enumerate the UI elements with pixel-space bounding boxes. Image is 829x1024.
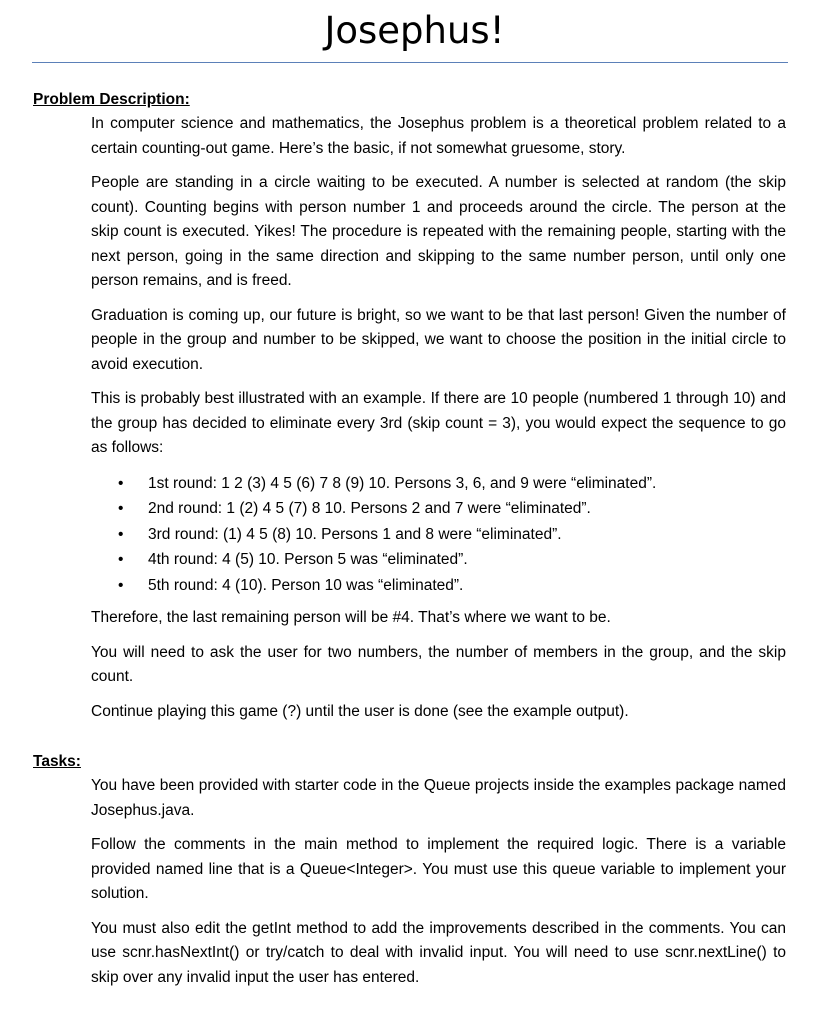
tasks-paragraph: Follow the comments in the main method to implement the required logic. There is a variable provided named line that is a Queue<Integer>. You must use this queue variable to implement your solution. [91, 836, 786, 902]
problem-description-section [91, 112, 786, 724]
bullet-icon: • [118, 525, 124, 543]
document-title: Josephus! [324, 9, 505, 52]
bullet-icon: • [118, 576, 124, 594]
problem-paragraph: You will need to ask the user for two numbers, the number of members in the group, and the skip count. [91, 643, 786, 685]
rounds-list [91, 471, 786, 599]
tasks-paragraph: You have been provided with starter code in the Queue projects inside the examples package named Josephus.java. [91, 777, 786, 819]
problem-paragraph: This is probably best illustrated with an example. If there are 10 people (numbered 1 through 10) and the group has decided to eliminate every 3rd (skip count = 3), you would expect the sequence to go as follows: [91, 390, 786, 456]
list-item [91, 573, 786, 599]
title-divider [32, 62, 788, 63]
problem-paragraph: Continue playing this game (?) until the user is done (see the example output). [91, 702, 629, 720]
round-text: 3rd round: (1) 4 5 (8) 10. Persons 1 and 8 were “eliminated”. [148, 525, 562, 543]
problem-paragraph: People are standing in a circle waiting to be executed. A number is selected at random (the skip count). Counting begins with person number 1 and proceeds around the circle. The person at the skip count is executed. Yikes! The procedure is repeated with the remaining people, starting with the next person, going in the same direction and skipping to the same number person, until only one person remains, and is freed. [91, 174, 786, 289]
tasks-paragraph: You must also edit the getInt method to add the improvements described in the comments. You can use scnr.hasNextInt() or try/catch to deal with invalid input. You will need to use scnr.nextLine() to skip over any invalid input the user has entered. [91, 919, 786, 986]
list-item [91, 471, 786, 497]
problem-description-heading: Problem Description: [33, 91, 190, 108]
round-text: 1st round: 1 2 (3) 4 5 (6) 7 8 (9) 10. Persons 3, 6, and 9 were “eliminated”. [148, 474, 657, 492]
round-text: 4th round: 4 (5) 10. Person 5 was “eliminated”. [148, 551, 468, 568]
tasks-heading: Tasks: [33, 753, 81, 770]
round-text: 2nd round: 1 (2) 4 5 (7) 8 10. Persons 2 and 7 were “eliminated”. [148, 500, 591, 517]
problem-paragraph: Graduation is coming up, our future is bright, so we want to be that last person! Given the number of people in the group and number to be skipped, we want to choose the position in the initial circle to avoid execution. [91, 306, 786, 373]
bullet-icon: • [118, 474, 124, 492]
bullet-icon: • [118, 500, 124, 517]
list-item [91, 496, 786, 522]
list-item [91, 547, 786, 573]
round-text: 5th round: 4 (10). Person 10 was “eliminated”. [148, 576, 464, 594]
list-item [91, 522, 786, 548]
bullet-icon: • [118, 551, 124, 568]
problem-paragraph: Therefore, the last remaining person will be #4. That’s where we want to be. [91, 609, 611, 626]
tasks-section [91, 774, 786, 990]
problem-paragraph: In computer science and mathematics, the Josephus problem is a theoretical problem related to a certain counting-out game. Here’s the basic, if not somewhat gruesome, story. [91, 115, 786, 157]
